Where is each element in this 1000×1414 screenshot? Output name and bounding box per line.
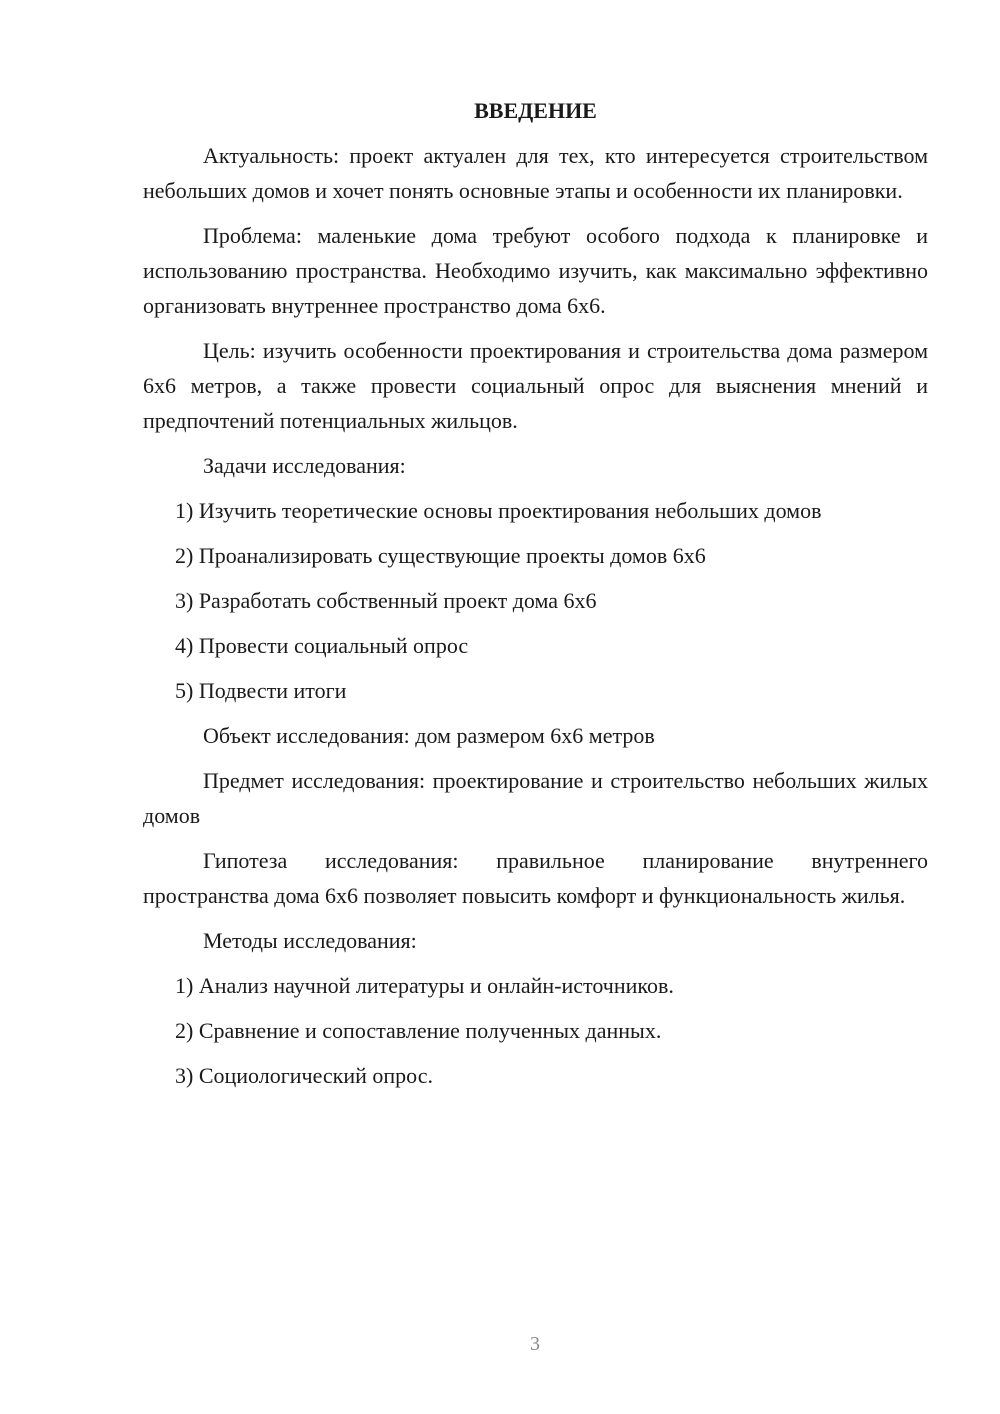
- page-number: 3: [530, 1333, 540, 1355]
- page-content: [143, 93, 928, 1103]
- task-item: 2) Проанализировать существующие проекты домов 6х6: [175, 543, 706, 568]
- relevance-paragraph: Актуальность: проект актуален для тех, кто интересуется строительством небольших домов и хочет понять основные этапы и особенности их планировки.: [143, 143, 928, 203]
- hypothesis-paragraph: Гипотеза исследования: правильное планирование внутреннего пространства дома 6х6 позволяет повысить комфорт и функциональность жилья.: [143, 848, 928, 908]
- tasks-heading: Задачи исследования:: [203, 453, 406, 478]
- method-item: 1) Анализ научной литературы и онлайн-источников.: [175, 973, 674, 998]
- method-item: 3) Социологический опрос.: [175, 1063, 433, 1088]
- problem-paragraph: Проблема: маленькие дома требуют особого подхода к планировке и использованию пространства. Необходимо изучить, как максимально эффективно организовать внутреннее пространство дома 6х6.: [143, 223, 928, 318]
- task-item: 1) Изучить теоретические основы проектирования небольших домов: [175, 498, 822, 523]
- task-item: 4) Провести социальный опрос: [175, 633, 469, 658]
- object-paragraph: Объект исследования: дом размером 6х6 метров: [203, 723, 655, 748]
- task-item: 3) Разработать собственный проект дома 6х6: [175, 588, 597, 613]
- method-item: 2) Сравнение и сопоставление полученных данных.: [175, 1018, 662, 1043]
- subject-paragraph: Предмет исследования: проектирование и строительство небольших жилых домов: [143, 768, 928, 828]
- goal-paragraph: Цель: изучить особенности проектирования и строительства дома размером 6х6 метров, а также провести социальный опрос для выяснения мнений и предпочтений потенциальных жильцов.: [143, 338, 928, 433]
- page-title: ВВЕДЕНИЕ: [474, 98, 597, 123]
- task-item: 5) Подвести итоги: [175, 678, 347, 703]
- methods-heading: Методы исследования:: [203, 928, 417, 953]
